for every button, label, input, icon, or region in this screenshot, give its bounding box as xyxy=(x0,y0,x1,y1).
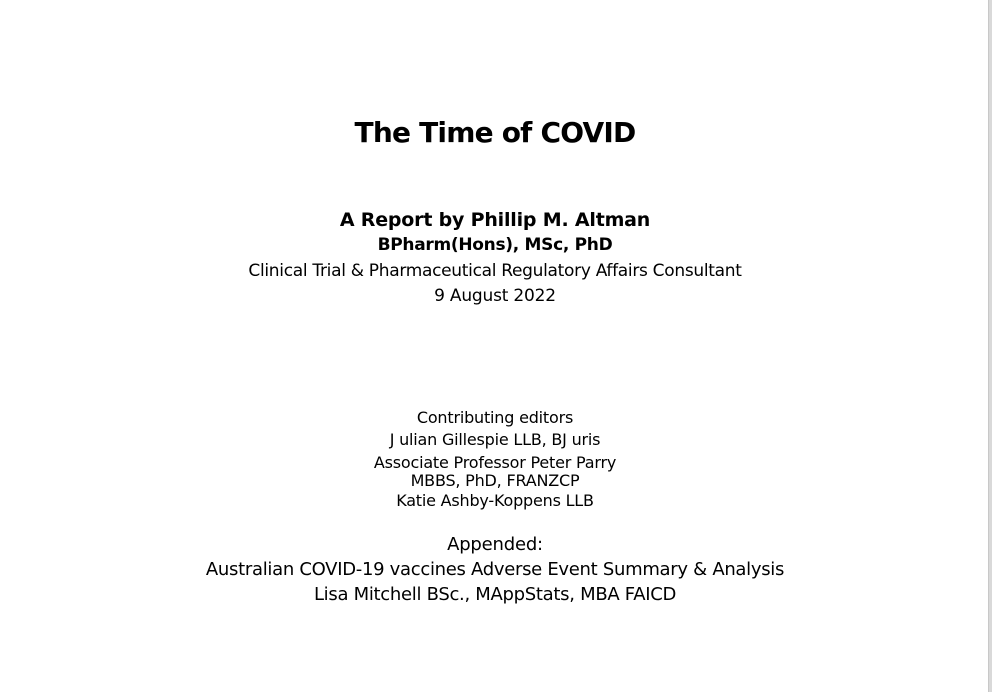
report-date: 9 August 2022 xyxy=(434,286,556,306)
editor-line: Katie Ashby-Koppens LLB xyxy=(396,491,594,510)
report-author: A Report by Phillip M. Altman xyxy=(339,209,651,231)
editor-line: Associate Professor Peter Parry xyxy=(373,453,617,472)
author-credentials: BPharm(Hons), MSc, PhD xyxy=(377,235,613,255)
page-edge-divider xyxy=(988,0,992,692)
editor-line: MBBS, PhD, FRANZCP xyxy=(410,471,580,490)
contributing-editors-heading: Contributing editors xyxy=(416,408,574,427)
appendix-title: Australian COVID-19 vaccines Adverse Event Summary & Analysis xyxy=(205,559,785,580)
appendix-heading: Appended: xyxy=(447,534,543,555)
editor-line: J ulian Gillespie LLB, BJ uris xyxy=(389,430,601,449)
document-title: The Time of COVID xyxy=(354,116,636,149)
author-role: Clinical Trial & Pharmaceutical Regulatory Affairs Consultant xyxy=(248,261,742,281)
appendix-author: Lisa Mitchell BSc., MAppStats, MBA FAICD xyxy=(313,584,677,605)
